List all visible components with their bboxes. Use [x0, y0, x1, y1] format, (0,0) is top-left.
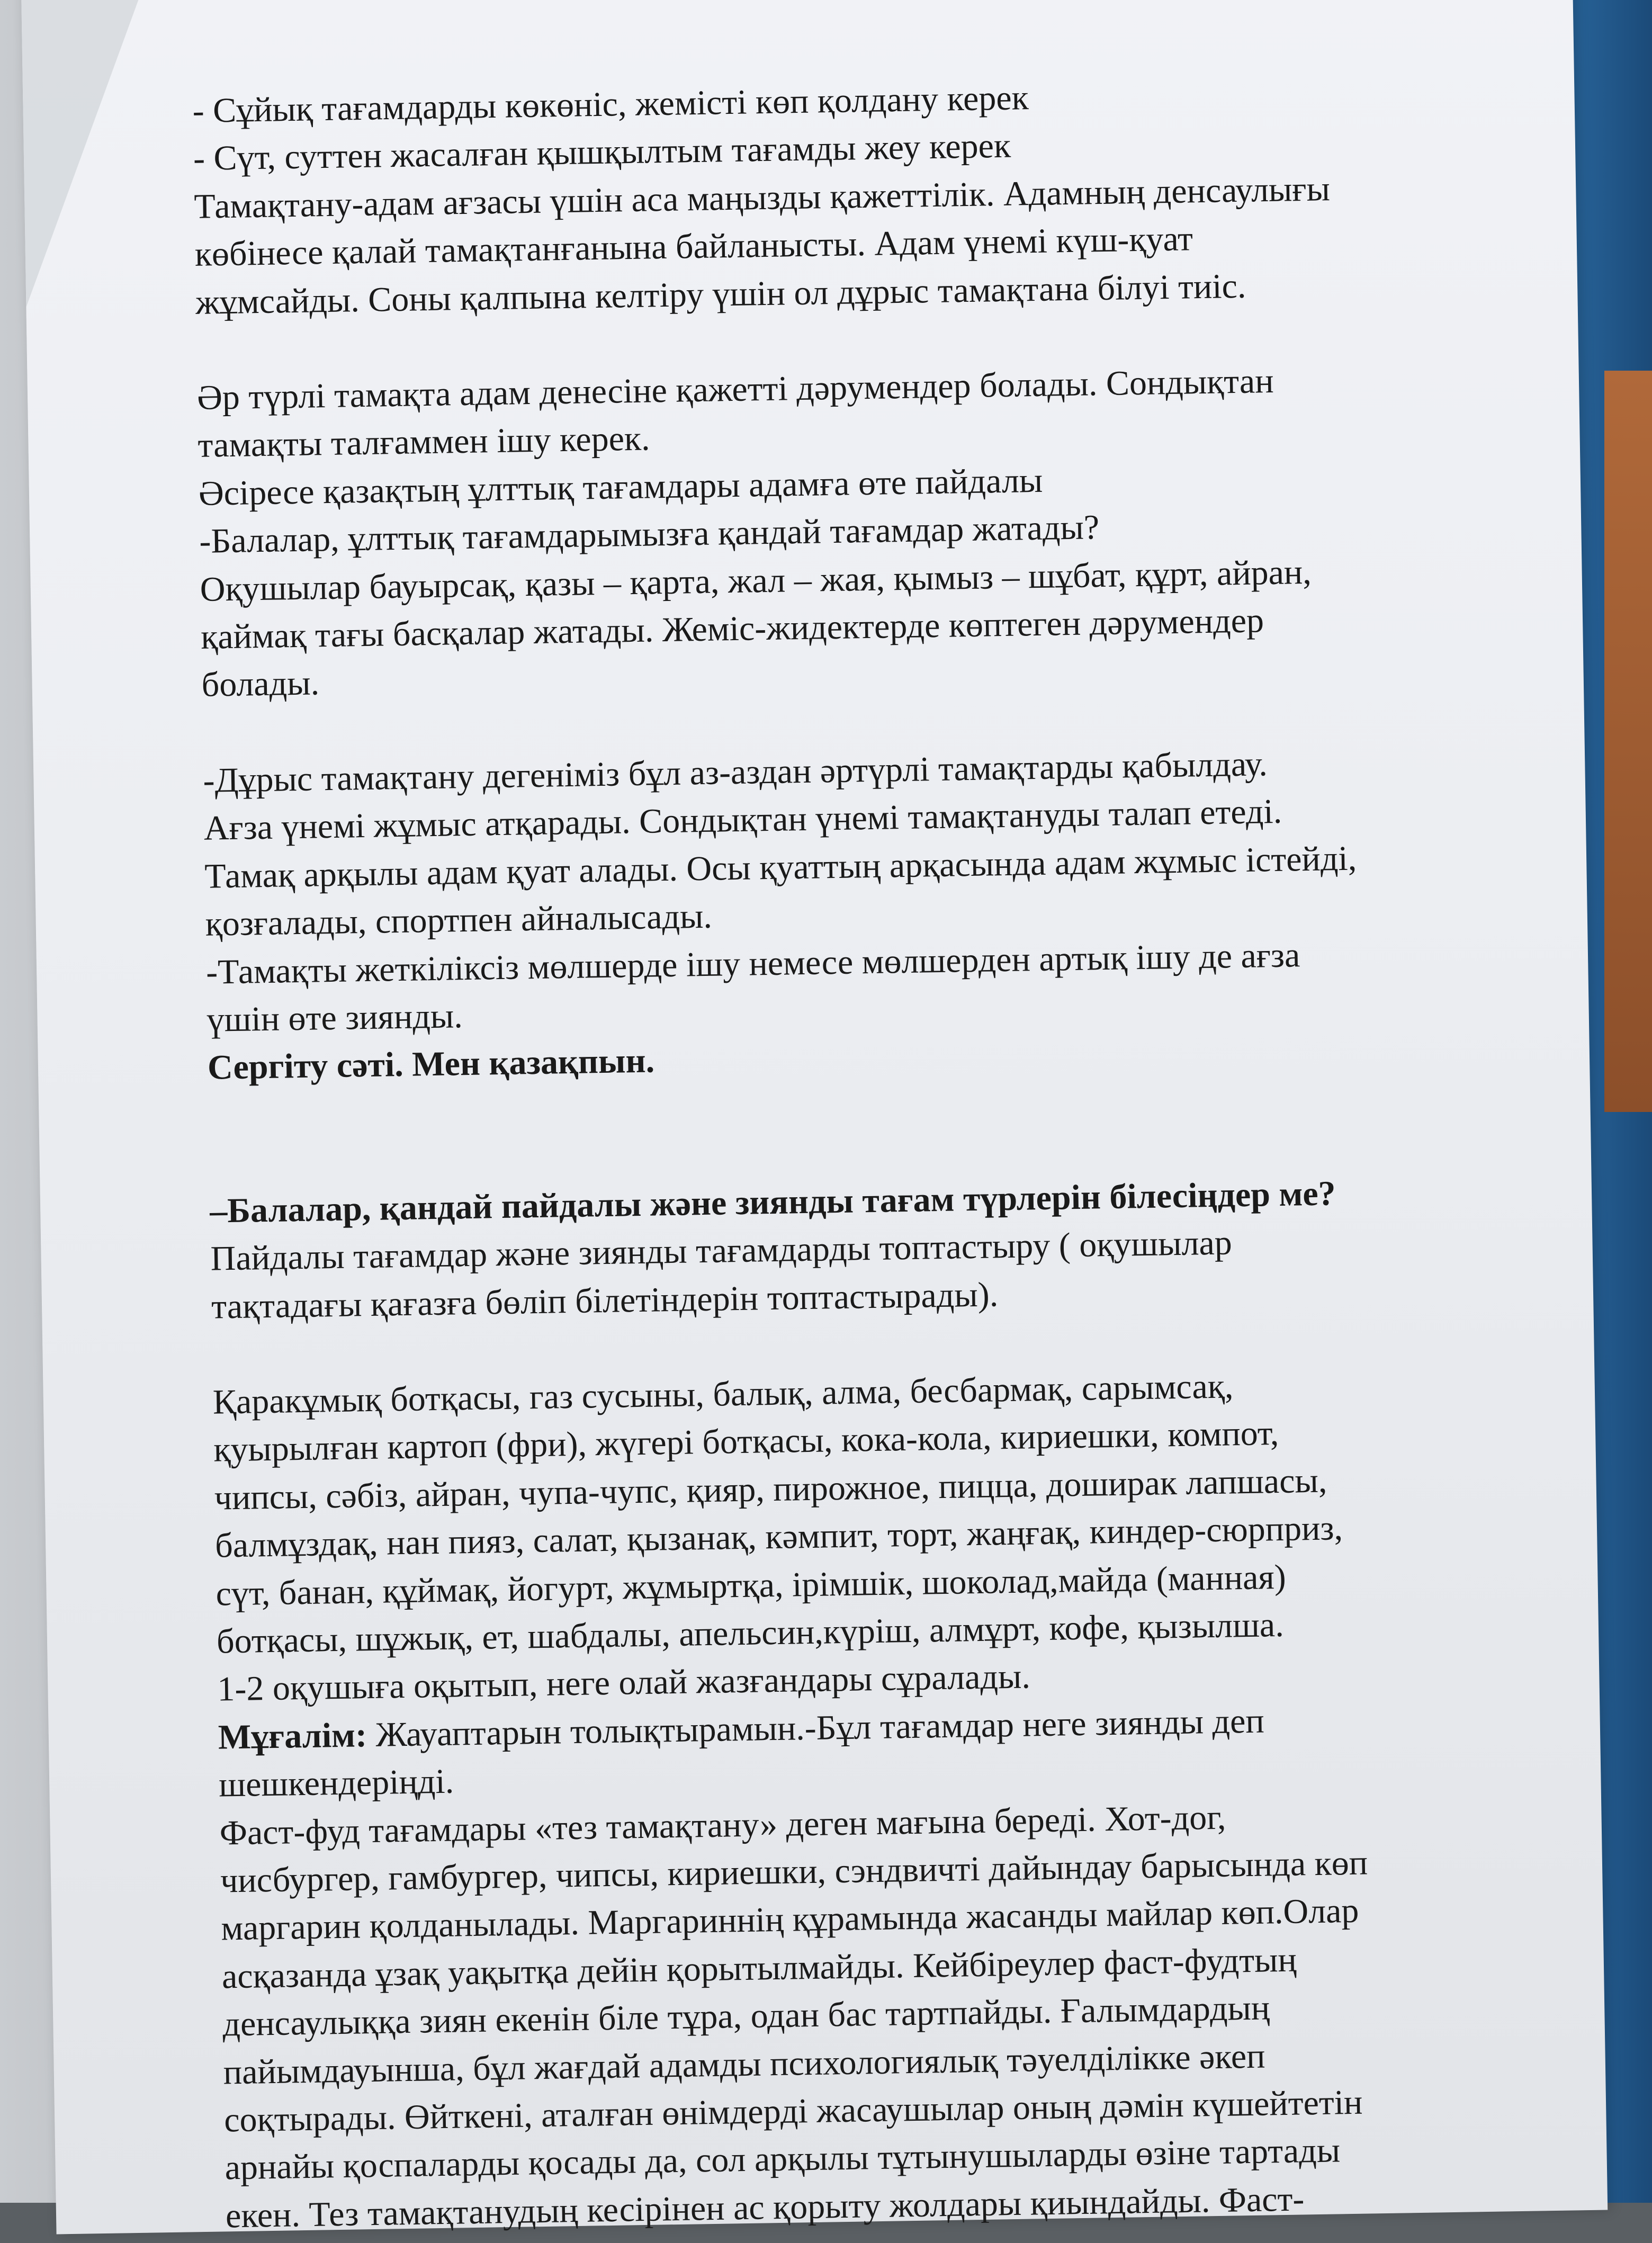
teacher-label: Мұғалім: [218, 1715, 367, 1757]
text-line: -Балалар, ұлттық тағамдарымызға қандай тағамдар жатады? [199, 508, 1100, 561]
text-line: үшін өте зиянды. [206, 997, 463, 1039]
heading-physical-break: Сергіту сәті. Мен қазақпын. [207, 1041, 655, 1088]
food-list-line: ботқасы, шұжық, ет, шабдалы, апельсин,күріш, алмұрт, кофе, қызылша. [216, 1605, 1285, 1661]
text-line: денсаулыққа зиян екенін біле тұра, одан бас тартпайды. Ғалымдардың [222, 1988, 1270, 2044]
text-line: тақтадағы қағазға бөліп білетіндерін топтастырады). [211, 1275, 999, 1326]
fastfood-paragraph [219, 1789, 1523, 2240]
text-line: арнайы қоспаларды қосады да, сол арқылы тұтынушыларды өзіне тартады [225, 2131, 1341, 2187]
text-line: -Дұрыс тамақтану дегеніміз бұл аз-аздан әртүрлі тамақтарды қабылдау. [202, 744, 1268, 800]
page-fold-corner [21, 0, 148, 307]
text-line: Фаст-фуд тағамдары «тез тамақтану» деген мағына береді. Хот-дог, [219, 1798, 1226, 1853]
text-line: Тамақтану-адам ағзасы үшін аса маңызды қажеттілік. Адамның денсаулығы [193, 169, 1331, 226]
food-list-line: сүт, банан, құймақ, йогурт, жұмыртқа, ірімшік, шоколад,майда (манная) [216, 1557, 1287, 1613]
food-list-line: чипсы, сәбіз, айран, чупа-чупс, қияр, пирожное, пицца, доширак лапшасы, [214, 1461, 1327, 1518]
text-line: болады. [201, 663, 320, 705]
text-line: Тамақ арқылы адам қуат алады. Осы қуаттың арқасында адам жұмыс істейді, [204, 839, 1357, 896]
text-line: қаймақ тағы басқалар жатады. Жеміс-жидектерде көптеген дәрумендер [200, 601, 1264, 657]
food-list-line: Қаракұмық ботқасы, газ сусыны, балық, алма, бесбармақ, сарымсақ, [212, 1367, 1234, 1422]
teacher-text: Жауаптарын толықтырамын.-Бұл тағамдар неге зиянды деп [366, 1701, 1265, 1754]
paragraph-block-3 [203, 737, 1504, 1044]
food-list-line: қуырылған картоп (фри), жүгері ботқасы, кока-кола, кириешки, компот, [213, 1414, 1279, 1469]
food-list-line: 1-2 оқушыға оқытып, неге олай жазғандары сұралады. [217, 1657, 1031, 1709]
text-line: Ағза үнемі жұмыс атқарады. Сондықтан үнемі тамақтануды талап етеді. [203, 792, 1282, 848]
text-line: Пайдалы тағамдар және зиянды тағамдарды топтастыру ( оқушылар [210, 1223, 1233, 1278]
text-line: пайымдауынша, бұл жағдай адамды психологиялық тәуелділікке әкеп [223, 2036, 1265, 2092]
text-line: Әсіресе қазақтың ұлттық тағамдары адамға өте пайдалы [198, 461, 1043, 513]
text-line: соқтырады. Өйткені, аталған өнімдерді жасаушылар оның дәмін күшейтетін [223, 2083, 1363, 2140]
text-line: асқазанда ұзақ уақытқа дейін қорытылмайды. Кейбіреулер фаст-фудтың [221, 1940, 1297, 1996]
paragraph-block-2 [196, 354, 1499, 709]
text-line: - Сүт, суттен жасалған қышқылтым тағамды жеу керек [193, 127, 1011, 178]
text-line: жұмсайды. Соны қалпына келтіру үшін ол дұрыс тамақтана білуі тиіс. [195, 266, 1246, 322]
text-line: маргарин қолданылады. Маргариннің құрамында жасанды майлар көп.Олар [221, 1891, 1359, 1948]
text-line: -Тамақты жеткіліксіз мөлшерде ішу немесе мөлшерден артық ішу де ағза [205, 935, 1300, 992]
text-line: тамақты талғаммен ішу керек. [197, 419, 651, 465]
text-line: қозғалады, спортпен айналысады. [205, 896, 713, 944]
teacher-text-cont: шешкендеріңді. [218, 1762, 454, 1805]
text-line: чисбургер, гамбургер, чипсы, кириешки, сэндвичті дайындау барысында көп [220, 1843, 1368, 1900]
question-heading: –Балалар, қандай пайдалы және зиянды тағам түрлерін білесіңдер ме? [209, 1174, 1336, 1231]
food-list [212, 1358, 1515, 1713]
text-line: Оқушылар бауырсақ, қазы – қарта, жал – жая, қымыз – шұбат, құрт, айран, [200, 552, 1312, 609]
food-list-line: балмұздақ, нан пияз, салат, қызанақ, кәмпит, торт, жаңғақ, киндер-сюрприз, [214, 1509, 1343, 1565]
text-line: - Сұйық тағамдарды көкөніс, жемісті көп қолдану керек [192, 78, 1029, 130]
text-line: Әр түрлі тамақта адам денесіне қажетті дәрумендер болады. Сондықтан [196, 361, 1274, 417]
paragraph-block-1 [192, 67, 1493, 326]
background-wood-edge [1604, 371, 1652, 1112]
text-line: екен. Тез тамақтанудың кесірінен ас қорыту жолдары қиындайды. Фаст- [225, 2179, 1305, 2236]
text-line: көбінесе қалай тамақтанғанына байланысты. Адам үнемі күш-қуат [194, 219, 1193, 274]
document-page [21, 0, 1608, 2234]
document-body [192, 67, 1523, 2240]
